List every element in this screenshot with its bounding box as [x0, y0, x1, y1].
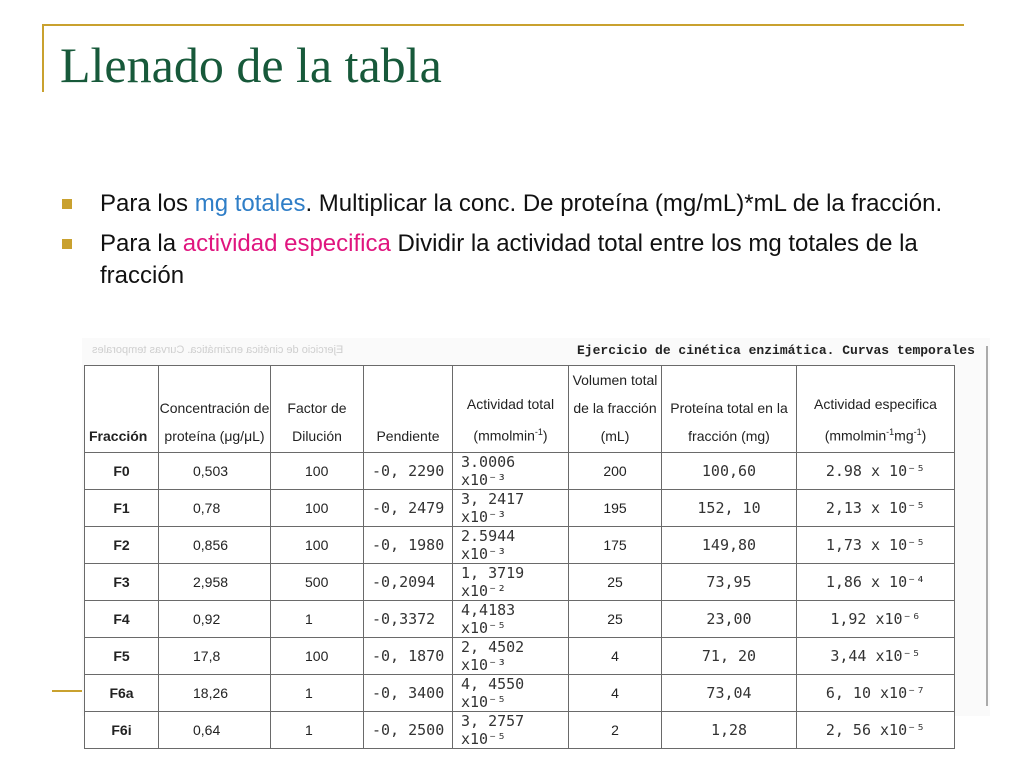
- cell-proteina-total: 73,04: [662, 675, 797, 712]
- cell-factor: 1: [271, 712, 364, 749]
- left-accent-line: [42, 24, 44, 92]
- table-row: [85, 712, 955, 749]
- cell-fraccion: F5: [85, 638, 159, 675]
- bullet-highlight: actividad especifica: [182, 230, 391, 257]
- cell-proteina-total: 71, 20: [662, 638, 797, 675]
- cell-concentracion: 0,92: [159, 601, 271, 638]
- bullet-text: Para la: [100, 230, 183, 257]
- cell-concentracion: 0,78: [159, 490, 271, 527]
- cell-pendiente: -0,2094: [364, 564, 453, 601]
- cell-fraccion: F4: [85, 601, 159, 638]
- bullet-item-mg-totales: [62, 188, 962, 220]
- cell-actividad-especifica: 2.98 x 10⁻⁵: [797, 453, 955, 490]
- cell-fraccion: F3: [85, 564, 159, 601]
- cell-concentracion: 17,8: [159, 638, 271, 675]
- square-bullet-icon: [62, 199, 72, 209]
- cell-actividad-especifica: 1,86 x 10⁻⁴: [797, 564, 955, 601]
- table-row: [85, 453, 955, 490]
- cell-actividad-total: 3, 2417 x10⁻³: [453, 490, 569, 527]
- cell-actividad-total: 3.0006 x10⁻³: [453, 453, 569, 490]
- cell-volumen: 25: [569, 564, 662, 601]
- cell-proteina-total: 152, 10: [662, 490, 797, 527]
- cell-fraccion: F6i: [85, 712, 159, 749]
- table-row: [85, 527, 955, 564]
- bullet-item-actividad-especifica: [62, 228, 962, 292]
- bullet-text: . Multiplicar la conc. De proteína (mg/mL)*mL de la fracción.: [305, 190, 943, 217]
- cell-actividad-especifica: 1,73 x 10⁻⁵: [797, 527, 955, 564]
- cell-volumen: 25: [569, 601, 662, 638]
- cell-pendiente: -0, 2290: [364, 453, 453, 490]
- cell-concentracion: 0,856: [159, 527, 271, 564]
- cell-factor: 100: [271, 453, 364, 490]
- header-factor: Factor de Dilución: [271, 366, 364, 453]
- table-row: [85, 490, 955, 527]
- header-actividad-especifica: Actividad especifica $(mmolmin^{-1}mg^{-1})$: [797, 366, 955, 453]
- cell-factor: 1: [271, 601, 364, 638]
- cell-concentracion: 0,503: [159, 453, 271, 490]
- bottom-accent-line: [52, 690, 82, 692]
- header-volumen: Volumen total de la fracción (mL): [569, 366, 662, 453]
- bleed-through-text: Ejercicio de cinética enzimática. Curvas temporales: [92, 344, 344, 356]
- cell-concentracion: 2,958: [159, 564, 271, 601]
- cell-fraccion: F1: [85, 490, 159, 527]
- cell-proteina-total: 23,00: [662, 601, 797, 638]
- bullet-text: Para los: [100, 190, 195, 217]
- exercise-title: Ejercicio de cinética enzimática. Curvas temporales: [577, 343, 975, 358]
- cell-pendiente: -0, 1870: [364, 638, 453, 675]
- square-bullet-icon: [62, 239, 72, 249]
- cell-fraccion: F0: [85, 453, 159, 490]
- cell-proteina-total: 1,28: [662, 712, 797, 749]
- cell-factor: 500: [271, 564, 364, 601]
- cell-fraccion: F2: [85, 527, 159, 564]
- header-concentracion: Concentración de proteína (μg/μL): [159, 366, 271, 453]
- cell-actividad-total: 4, 4550 x10⁻⁵: [453, 675, 569, 712]
- header-proteina-total: Proteína total en la fracción (mg): [662, 366, 797, 453]
- table-row: [85, 601, 955, 638]
- cell-actividad-especifica: 1,92 x10⁻⁶: [797, 601, 955, 638]
- cell-factor: 100: [271, 527, 364, 564]
- scan-edge-line: [986, 346, 988, 706]
- cell-pendiente: -0, 2479: [364, 490, 453, 527]
- table-row: [85, 564, 955, 601]
- cell-actividad-especifica: 6, 10 x10⁻⁷: [797, 675, 955, 712]
- cell-actividad-especifica: 2, 56 x10⁻⁵: [797, 712, 955, 749]
- table-row: [85, 675, 955, 712]
- cell-pendiente: -0, 2500: [364, 712, 453, 749]
- cell-pendiente: -0, 1980: [364, 527, 453, 564]
- slide-title: Llenado de la tabla: [60, 37, 442, 93]
- bullet-highlight: mg totales: [194, 190, 306, 217]
- cell-proteina-total: 149,80: [662, 527, 797, 564]
- cell-volumen: 4: [569, 675, 662, 712]
- results-table: [84, 365, 955, 749]
- cell-volumen: 2: [569, 712, 662, 749]
- cell-actividad-total: 1, 3719 x10⁻²: [453, 564, 569, 601]
- cell-proteina-total: 73,95: [662, 564, 797, 601]
- cell-actividad-total: 2, 4502 x10⁻³: [453, 638, 569, 675]
- cell-proteina-total: 100,60: [662, 453, 797, 490]
- table-row: [85, 638, 955, 675]
- top-accent-line: [42, 24, 964, 26]
- table-header-row: [85, 366, 955, 453]
- header-pendiente: Pendiente: [364, 366, 453, 453]
- cell-volumen: 4: [569, 638, 662, 675]
- cell-volumen: 175: [569, 527, 662, 564]
- bullet-list: [62, 188, 962, 300]
- cell-actividad-total: 4,4183 x10⁻⁵: [453, 601, 569, 638]
- cell-factor: 100: [271, 490, 364, 527]
- cell-factor: 100: [271, 638, 364, 675]
- cell-concentracion: 0,64: [159, 712, 271, 749]
- cell-volumen: 200: [569, 453, 662, 490]
- cell-volumen: 195: [569, 490, 662, 527]
- cell-actividad-especifica: 2,13 x 10⁻⁵: [797, 490, 955, 527]
- bullet-text: Dividir la actividad total entre los mg totales de la fracción: [100, 230, 918, 289]
- cell-fraccion: F6a: [85, 675, 159, 712]
- header-fraccion: Fracción: [85, 366, 159, 453]
- cell-concentracion: 18,26: [159, 675, 271, 712]
- cell-actividad-total: 3, 2757 x10⁻⁵: [453, 712, 569, 749]
- scanned-table-image: [82, 338, 990, 748]
- cell-actividad-especifica: 3,44 x10⁻⁵: [797, 638, 955, 675]
- cell-pendiente: -0,3372: [364, 601, 453, 638]
- cell-pendiente: -0, 3400: [364, 675, 453, 712]
- header-actividad-total: Actividad total (mmolmin$^{-1}$): [453, 366, 569, 453]
- cell-factor: 1: [271, 675, 364, 712]
- cell-actividad-total: 2.5944 x10⁻³: [453, 527, 569, 564]
